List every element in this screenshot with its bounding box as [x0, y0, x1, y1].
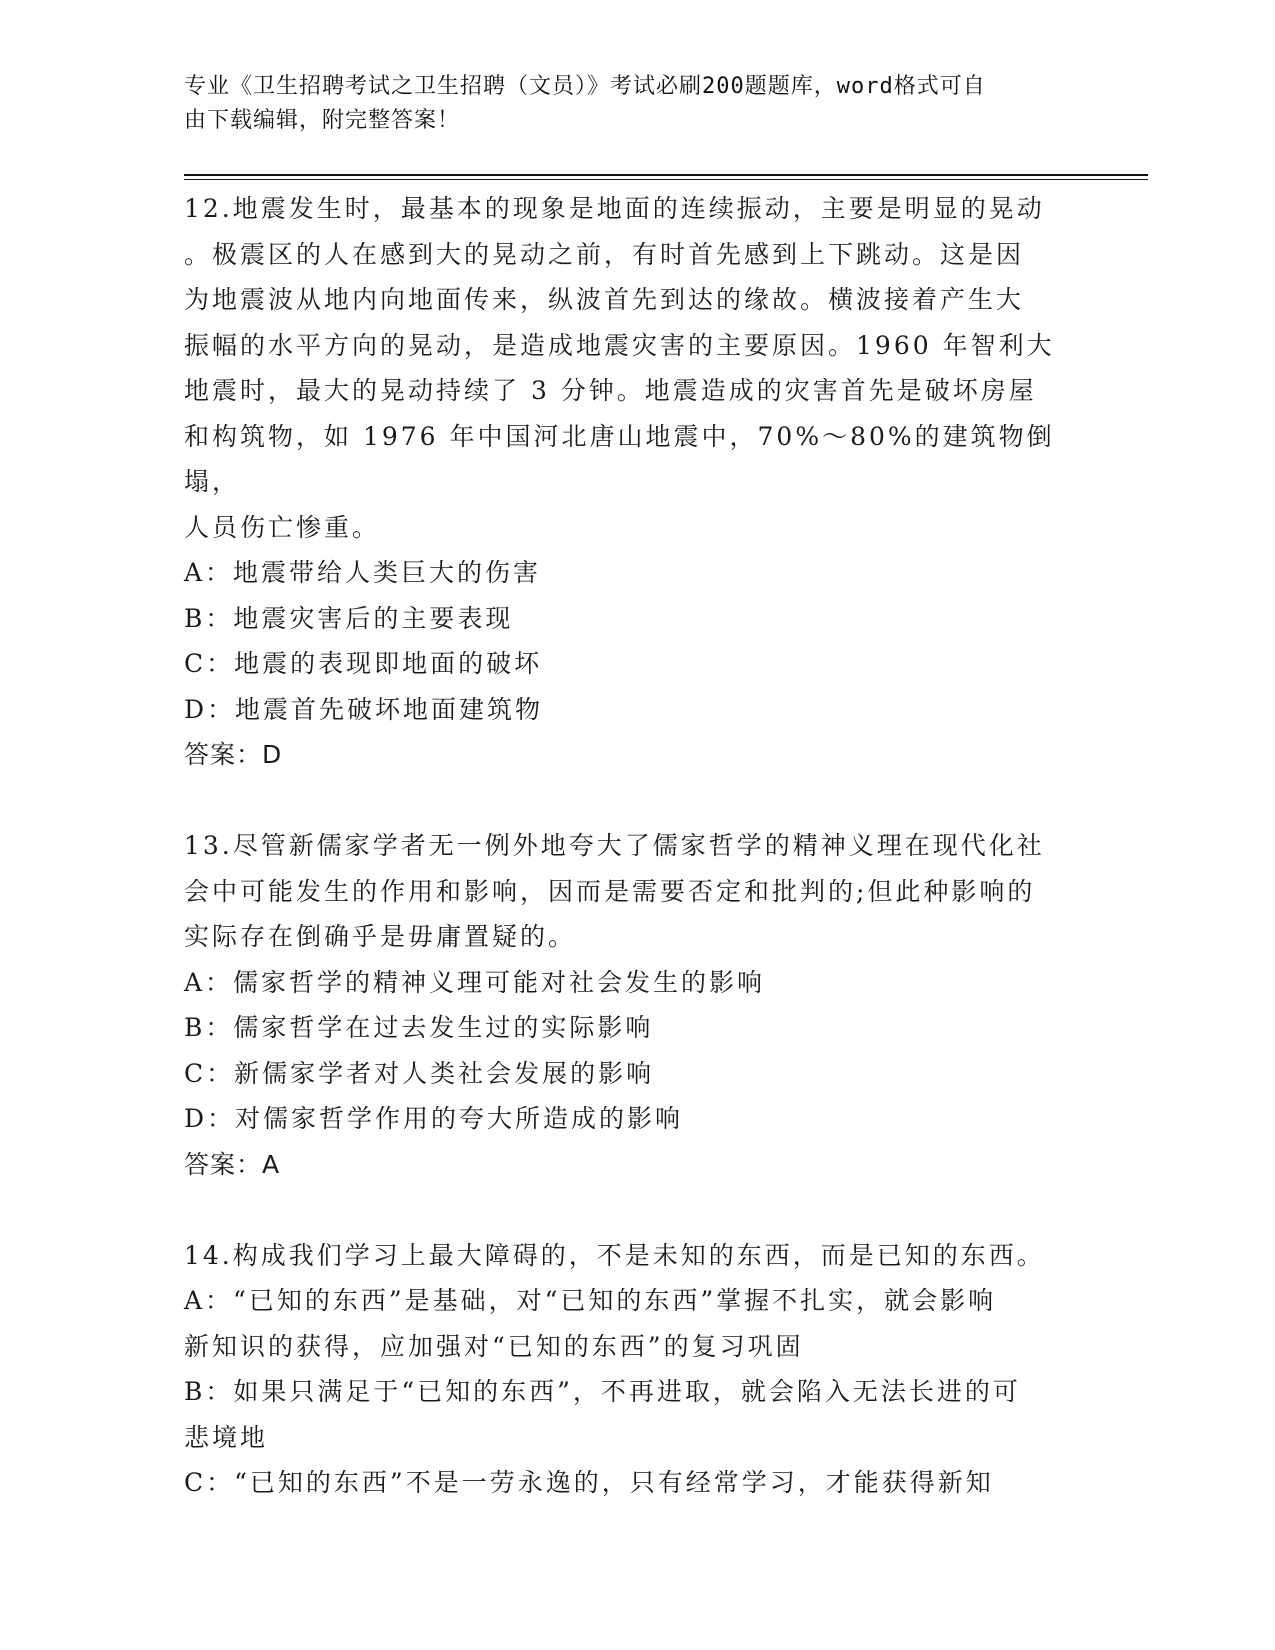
option-c: C：地震的表现即地面的破坏 — [184, 649, 543, 678]
question-stem — [184, 823, 1084, 960]
option-a — [184, 1278, 1084, 1369]
question-stem — [184, 186, 1084, 550]
option-line: C：“已知的东西”不是一劳永逸的，只有经常学习，才能获得新知 — [184, 1468, 994, 1497]
answer-line: 答案：D — [184, 740, 283, 769]
option-line: A：“已知的东西”是基础，对“已知的东西”掌握不扎实，就会影响 — [184, 1286, 997, 1315]
answer-line: 答案：A — [184, 1149, 281, 1179]
option-c — [184, 1460, 1084, 1506]
question-stem — [184, 1233, 1084, 1279]
stem-line: 。极震区的人在感到大的晃动之前，有时首先感到上下跳动。这是因 — [184, 239, 1025, 269]
header-line-2: 由下载编辑，附完整答案！ — [184, 108, 461, 133]
option-d: D：对儒家哲学作用的夸大所造成的影响 — [184, 1104, 684, 1133]
question-13 — [184, 823, 1084, 1187]
stem-line: 12.地震发生时，最基本的现象是地面的连续振动，主要是明显的晃动 — [184, 194, 1045, 223]
stem-line: 会中可能发生的作用和影响，因而是需要否定和批判的;但此种影响的 — [184, 876, 1036, 906]
header-line-1: 专业《卫生招聘考试之卫生招聘（文员）》考试必刷200题题库，word格式可自 — [184, 74, 986, 99]
option-line: 新知识的获得，应加强对“已知的东西”的复习巩固 — [184, 1331, 804, 1361]
question-spacer — [184, 1187, 1084, 1233]
option-line: 悲境地 — [184, 1422, 269, 1452]
stem-line: 13.尽管新儒家学者无一例外地夸大了儒家哲学的精神义理在现代化社 — [184, 831, 1045, 860]
option-d: D：地震首先破坏地面建筑物 — [184, 694, 544, 724]
question-list — [184, 186, 1084, 1506]
question-12 — [184, 186, 1084, 778]
stem-line: 实际存在倒确乎是毋庸置疑的。 — [184, 922, 577, 951]
header-divider-thin — [184, 179, 1148, 180]
stem-line: 地震时，最大的晃动持续了 3 分钟。地震造成的灾害首先是破坏房屋 — [184, 376, 1037, 405]
page-header — [184, 70, 1064, 138]
option-a: A：儒家哲学的精神义理可能对社会发生的影响 — [184, 967, 766, 997]
stem-line: 人员伤亡惨重。 — [184, 512, 381, 542]
stem-line: 14.构成我们学习上最大障碍的，不是未知的东西，而是已知的东西。 — [184, 1240, 1045, 1270]
header-divider-thick — [184, 174, 1148, 176]
stem-line: 和构筑物，如 1976 年中国河北唐山地震中，70%～80%的建筑物倒塌， — [184, 421, 1055, 496]
option-b: B：地震灾害后的主要表现 — [184, 603, 514, 633]
option-a: A：地震带给人类巨大的伤害 — [184, 558, 542, 587]
option-b — [184, 1369, 1084, 1460]
stem-line: 振幅的水平方向的晃动，是造成地震灾害的主要原因。1960 年智利大 — [184, 330, 1055, 360]
question-14 — [184, 1233, 1084, 1506]
stem-line: 为地震波从地内向地面传来，纵波首先到达的缘故。横波接着产生大 — [184, 285, 1025, 314]
option-b: B：儒家哲学在过去发生过的实际影响 — [184, 1013, 654, 1042]
question-spacer — [184, 778, 1084, 824]
option-c: C：新儒家学者对人类社会发展的影响 — [184, 1058, 655, 1088]
option-line: B：如果只满足于“已知的东西”，不再进取，就会陷入无法长进的可 — [184, 1377, 1021, 1406]
